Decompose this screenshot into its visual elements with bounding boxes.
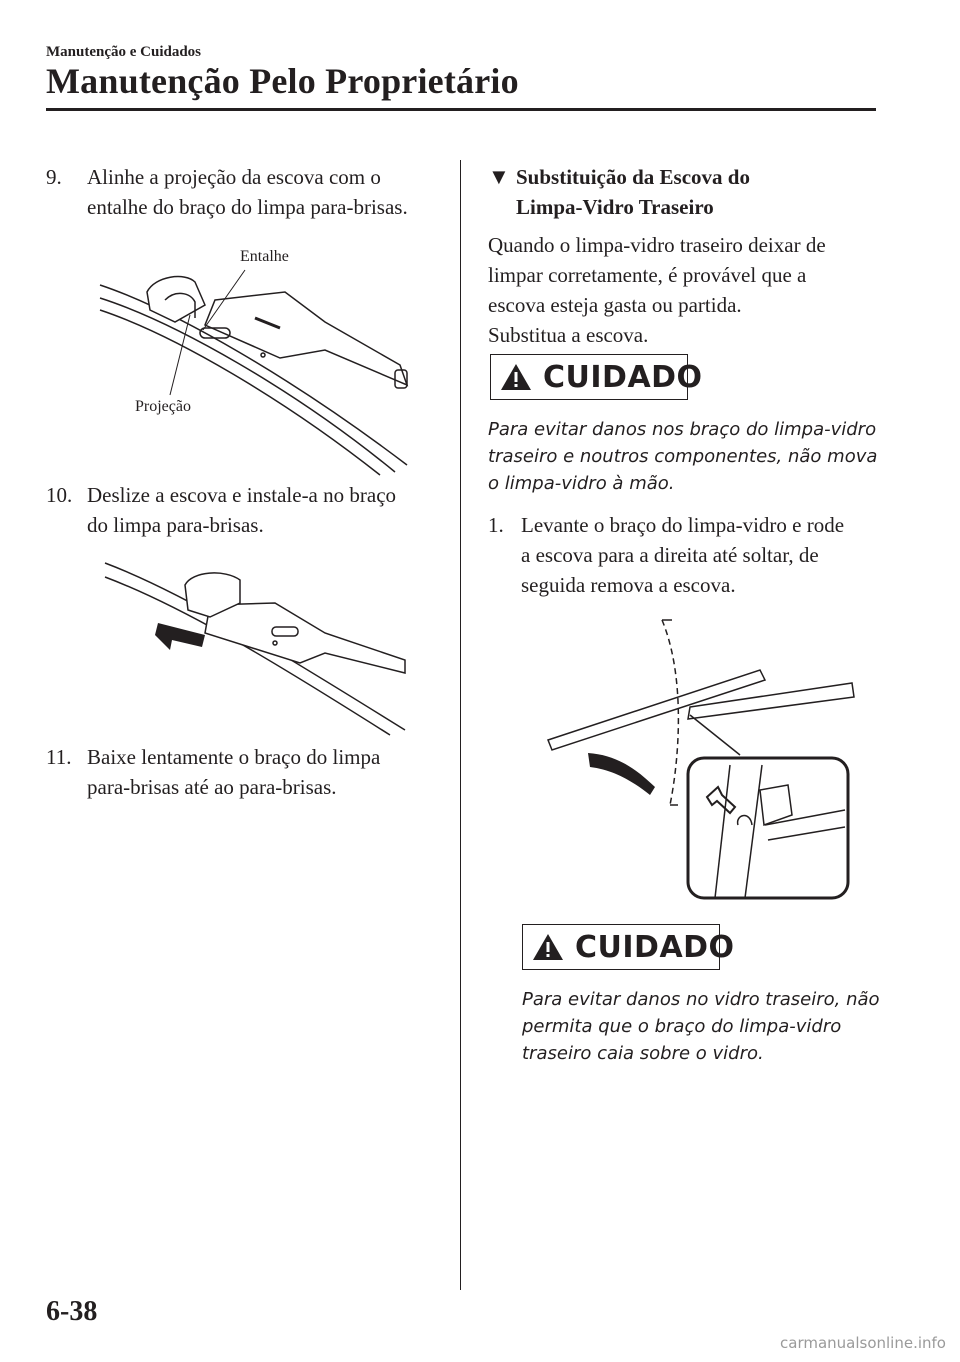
step-11 bbox=[46, 742, 446, 802]
step-text-line: Deslize a escova e instale-a no braço bbox=[87, 483, 397, 507]
section-title: Manutenção Pelo Proprietário bbox=[46, 61, 519, 101]
step-text-line: Baixe lentamente o braço do limpa bbox=[87, 745, 381, 769]
step-text-line: entalhe do braço do limpa para-brisas. bbox=[87, 195, 408, 219]
caution-label: CUIDADO bbox=[575, 929, 735, 965]
caution-box-1 bbox=[490, 354, 703, 400]
intro-line: Quando o limpa-vidro traseiro deixar de bbox=[488, 233, 826, 257]
chapter-label: Manutenção e Cuidados bbox=[46, 44, 202, 60]
caution-line: Para evitar danos nos braço do limpa-vidro bbox=[488, 419, 877, 440]
intro-line: Substitua a escova. bbox=[488, 323, 649, 347]
step-text-line: seguida remova a escova. bbox=[521, 573, 736, 597]
header-rule bbox=[46, 108, 876, 111]
figure-blade-alignment bbox=[95, 240, 415, 475]
label-notch: Entalhe bbox=[240, 248, 289, 265]
intro-line: limpar corretamente, é provável que a bbox=[488, 263, 807, 287]
subheading bbox=[488, 162, 868, 222]
caution-line: o limpa-vidro à mão. bbox=[488, 473, 675, 494]
step-9 bbox=[46, 162, 446, 222]
wiper-blade-illustration bbox=[95, 240, 415, 475]
intro-line: escova esteja gasta ou partida. bbox=[488, 293, 742, 317]
warning-triangle-icon bbox=[531, 932, 565, 962]
step-10 bbox=[46, 480, 446, 540]
caution-line: traseiro caia sobre o vidro. bbox=[522, 1043, 764, 1064]
caution-line: permita que o braço do limpa-vidro bbox=[522, 1016, 842, 1037]
caution-line: traseiro e noutros componentes, não mova bbox=[488, 446, 878, 467]
step-number: 11. bbox=[46, 745, 72, 769]
rear-wiper-illustration bbox=[540, 615, 860, 905]
page-number: 6-38 bbox=[46, 1296, 98, 1327]
step-text-line: para-brisas até ao para-brisas. bbox=[87, 775, 337, 799]
caution-line: Para evitar danos no vidro traseiro, não bbox=[522, 989, 880, 1010]
caution-text-1 bbox=[488, 416, 888, 497]
triangle-down-icon: ▼ bbox=[488, 164, 510, 189]
step-number: 1. bbox=[488, 513, 504, 537]
figure-blade-slide bbox=[100, 555, 410, 735]
subheading-line: Limpa-Vidro Traseiro bbox=[516, 195, 714, 219]
step-text-line: do limpa para-brisas. bbox=[87, 513, 264, 537]
caution-box-2 bbox=[522, 924, 735, 970]
figure-rear-wiper-removal bbox=[540, 615, 860, 905]
right-step-1 bbox=[488, 510, 888, 600]
caution-text-2 bbox=[522, 986, 882, 1067]
subheading-line: Substituição da Escova do bbox=[516, 165, 750, 189]
step-number: 10. bbox=[46, 483, 73, 507]
step-text-line: Levante o braço do limpa-vidro e rode bbox=[521, 513, 845, 537]
label-projection: Projeção bbox=[135, 398, 191, 415]
warning-triangle-icon bbox=[499, 362, 533, 392]
column-divider bbox=[460, 160, 461, 1290]
step-number: 9. bbox=[46, 165, 62, 189]
step-text-line: a escova para a direita até soltar, de bbox=[521, 543, 819, 567]
watermark: carmanualsonline.info bbox=[780, 1334, 946, 1352]
caution-label: CUIDADO bbox=[543, 359, 703, 395]
intro-paragraph bbox=[488, 230, 888, 350]
step-text-line: Alinhe a projeção da escova com o bbox=[87, 165, 381, 189]
wiper-blade-slide-illustration bbox=[100, 555, 410, 735]
